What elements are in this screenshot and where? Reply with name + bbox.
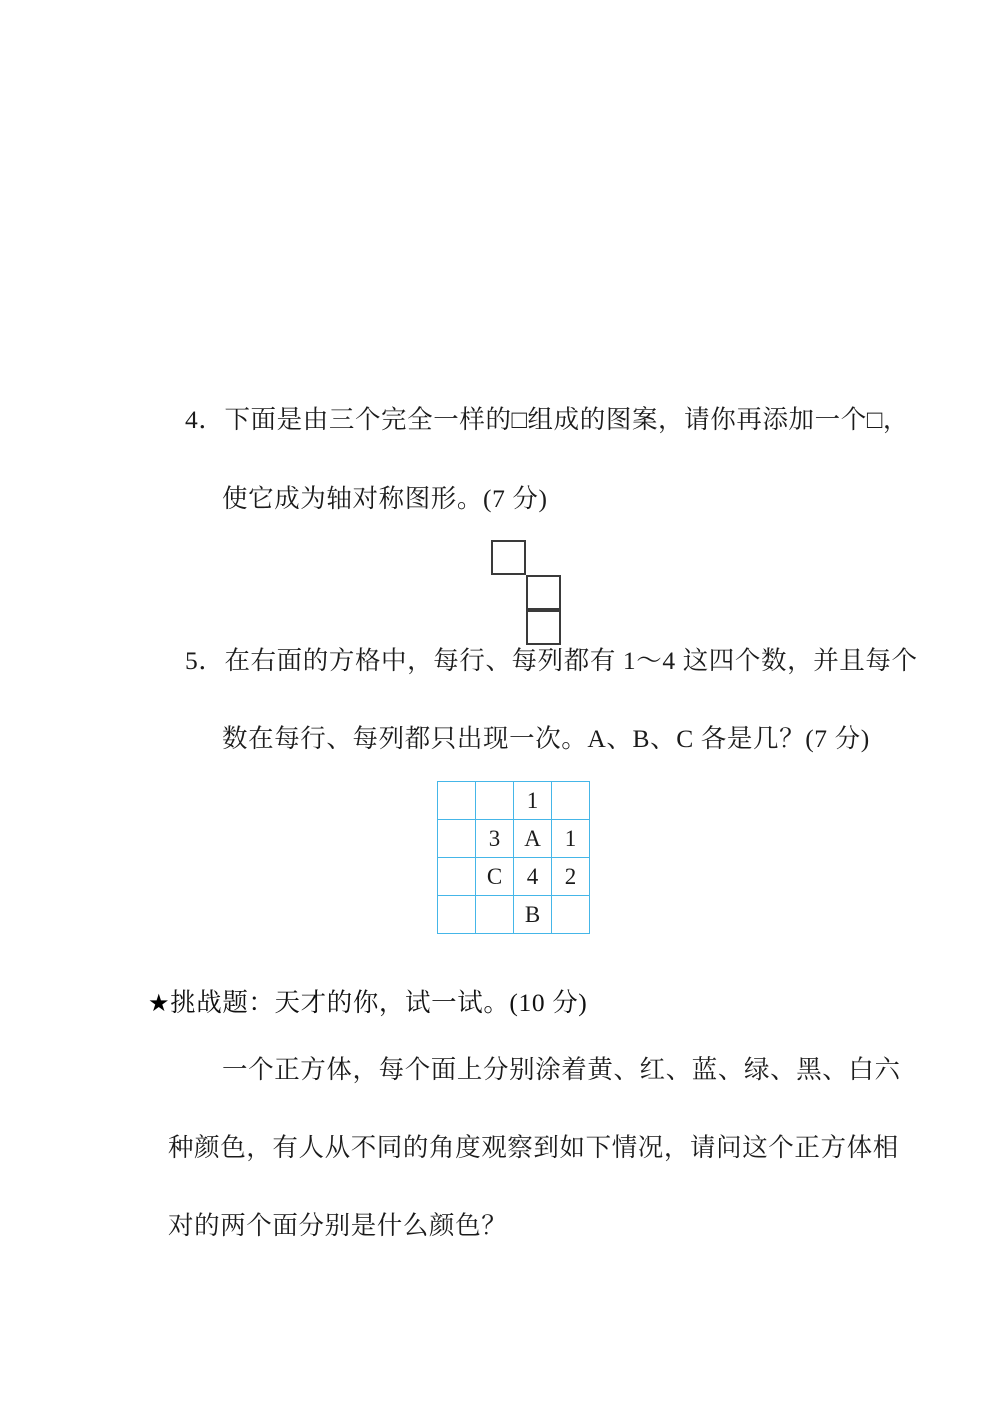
- grid-cell-r1c2: [476, 782, 514, 820]
- challenge-line-1: 一个正方体，每个面上分别涂着黄、红、蓝、绿、黑、白六: [222, 1055, 901, 1084]
- table-row: [438, 820, 590, 858]
- grid-cell-r1c4: [552, 782, 590, 820]
- tromino-square-top-left: [491, 540, 526, 575]
- grid-cell-r4c4: [552, 896, 590, 934]
- grid-cell-r3c4: 2: [552, 858, 590, 896]
- tromino-square-bottom-right: [526, 610, 561, 645]
- grid-cell-r3c2: C: [476, 858, 514, 896]
- tromino-square-mid-right: [526, 575, 561, 610]
- question-5-line-1: 5．在右面的方格中，每行、每列都有 1～4 这四个数，并且每个: [185, 646, 918, 675]
- grid-cell-r1c1: [438, 782, 476, 820]
- grid-cell-r3c3: 4: [514, 858, 552, 896]
- grid-cell-r4c2: [476, 896, 514, 934]
- challenge-header-text: 挑战题：天才的你，试一试。(10 分): [170, 988, 588, 1017]
- question-4-line-1: 4．下面是由三个完全一样的□组成的图案，请你再添加一个□，: [185, 405, 909, 434]
- grid-cell-r4c1: [438, 896, 476, 934]
- table-row: [438, 896, 590, 934]
- grid-cell-r1c3: 1: [514, 782, 552, 820]
- grid-cell-r4c3: B: [514, 896, 552, 934]
- table-row: [438, 858, 590, 896]
- grid-cell-r2c4: 1: [552, 820, 590, 858]
- star-icon: ★: [148, 991, 171, 1017]
- tromino-shape-figure: [491, 540, 567, 616]
- grid-cell-r2c2: 3: [476, 820, 514, 858]
- table-row: [438, 782, 590, 820]
- grid-cell-r2c3: A: [514, 820, 552, 858]
- grid-cell-r3c1: [438, 858, 476, 896]
- challenge-header: [148, 990, 587, 1016]
- question-5-line-2: 数在每行、每列都只出现一次。A、B、C 各是几？(7 分): [222, 724, 870, 753]
- challenge-line-3: 对的两个面分别是什么颜色？: [168, 1211, 508, 1240]
- question-4-line-2: 使它成为轴对称图形。(7 分): [222, 484, 548, 513]
- grid-cell-r2c1: [438, 820, 476, 858]
- challenge-line-2: 种颜色，有人从不同的角度观察到如下情况，请问这个正方体相: [168, 1133, 899, 1162]
- sudoku-grid: [437, 781, 590, 934]
